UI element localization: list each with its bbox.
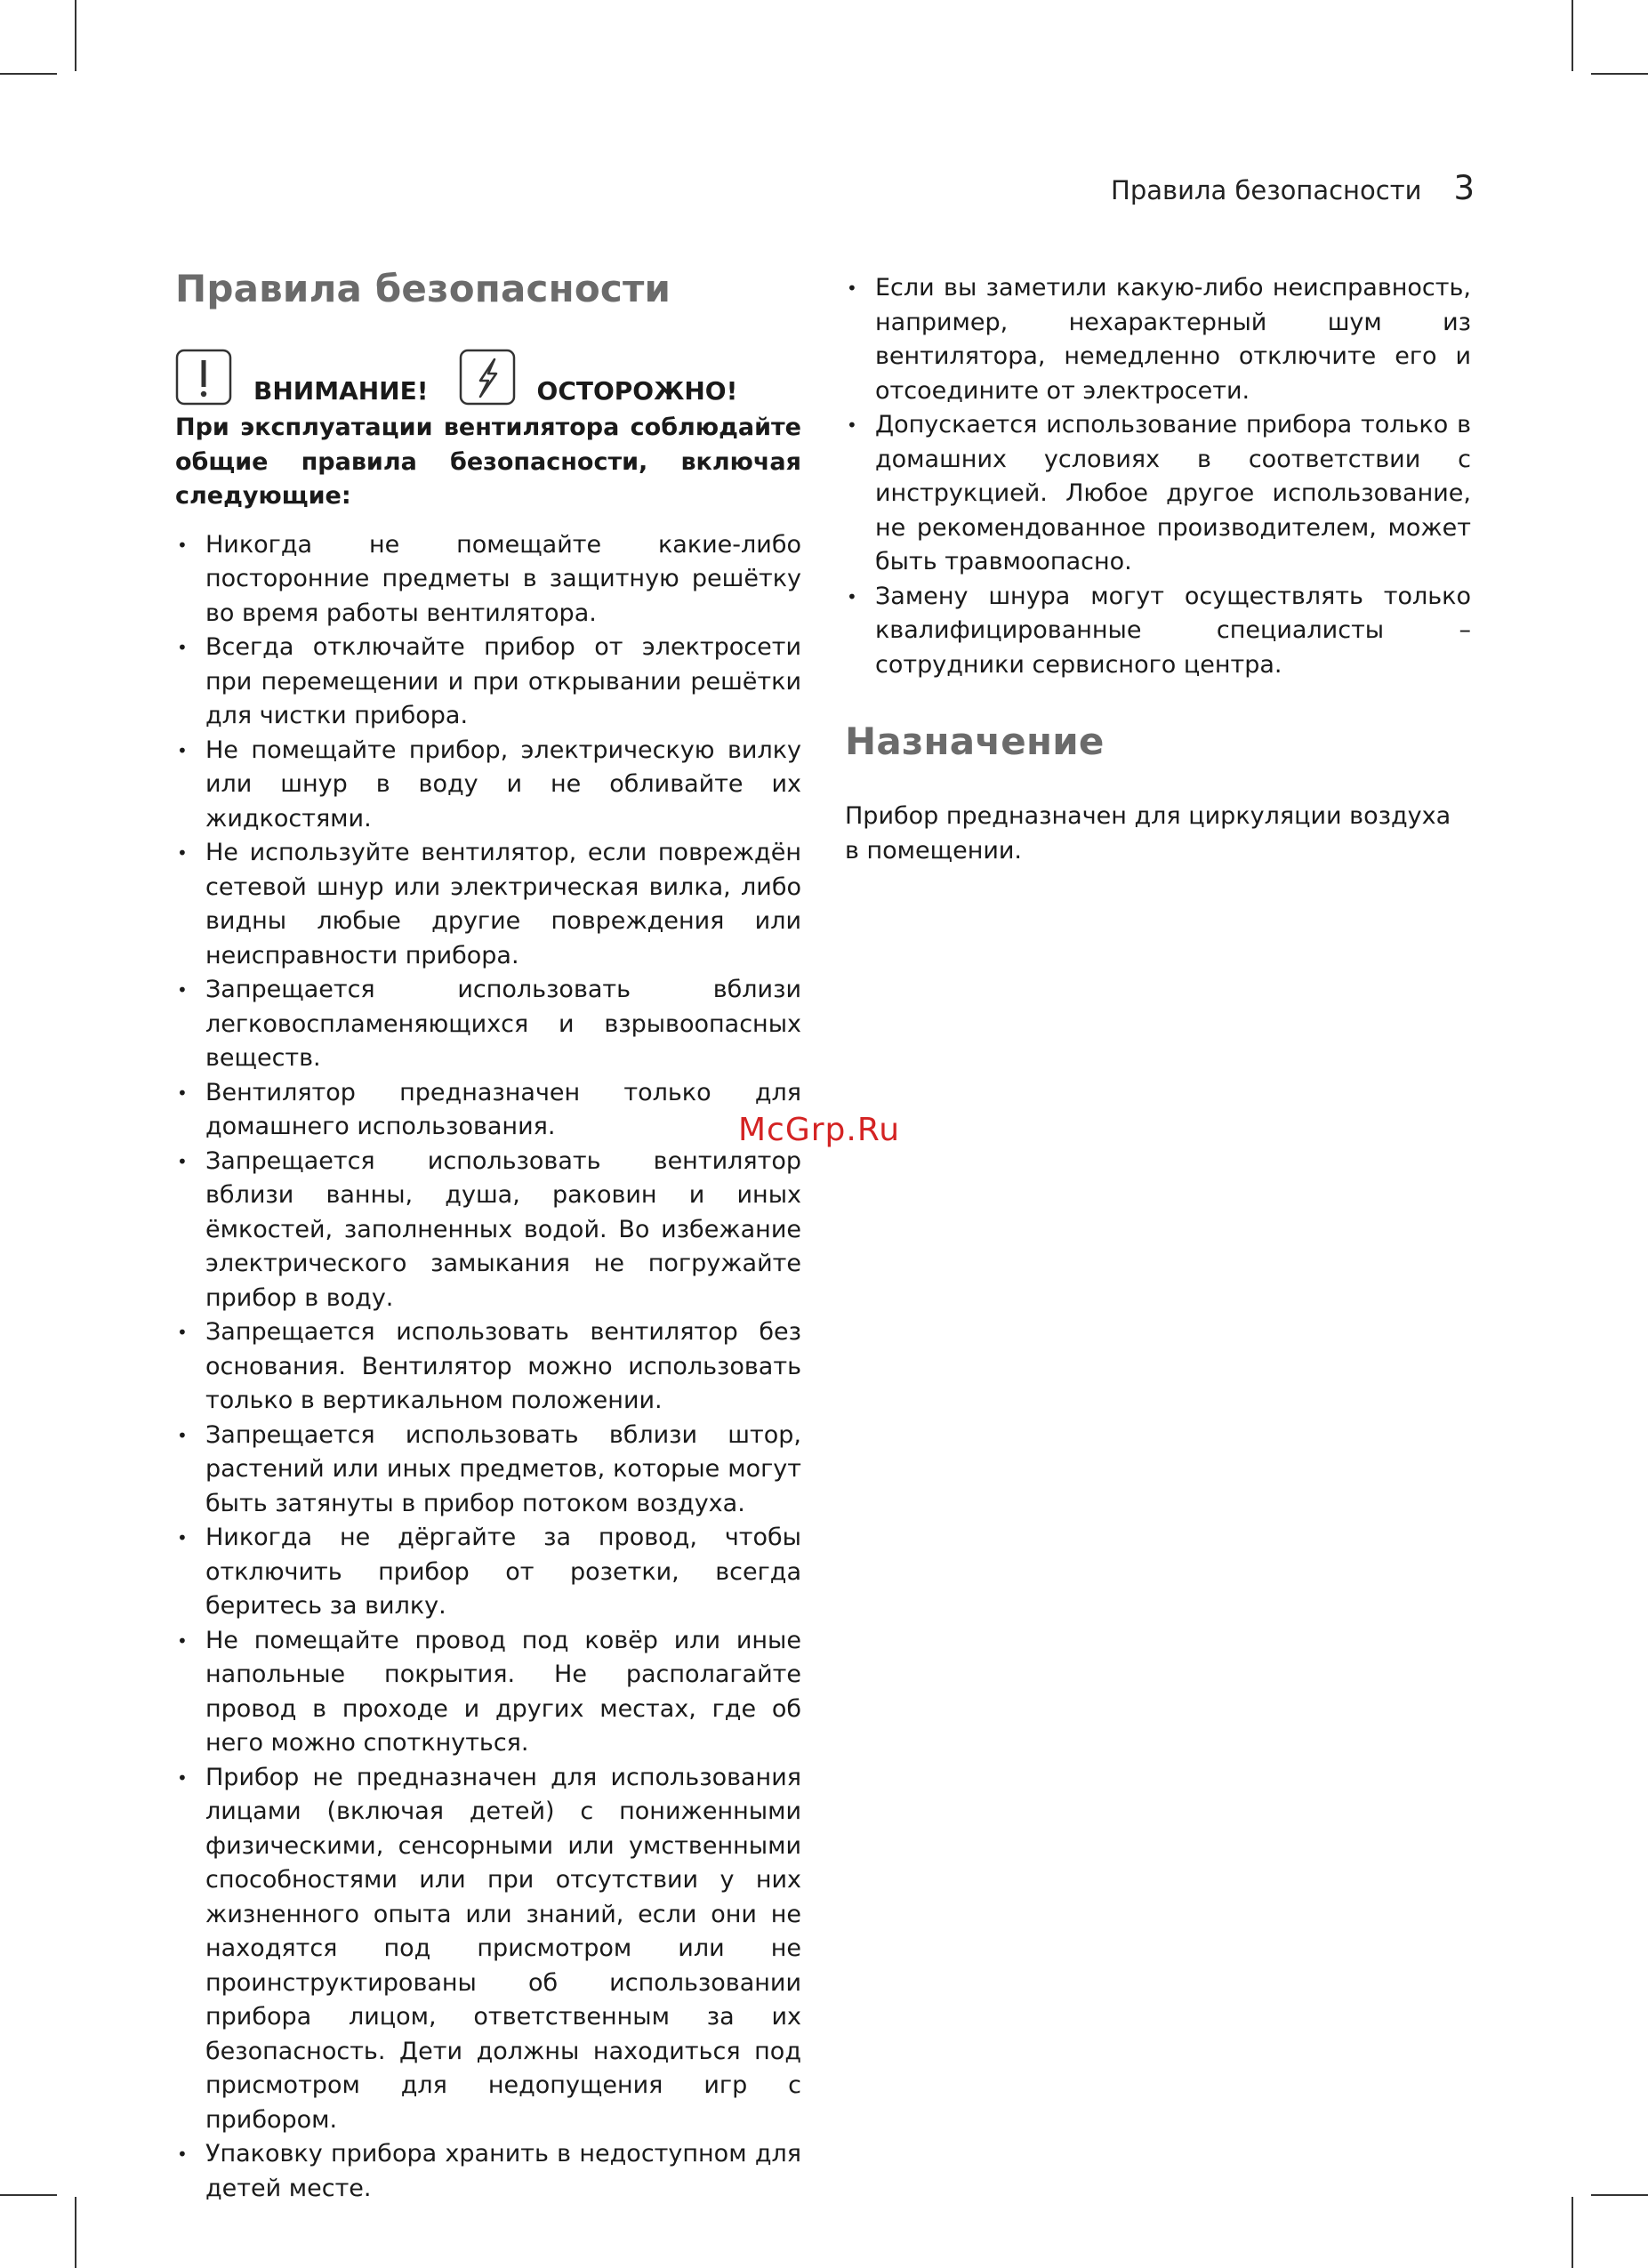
lightning-icon [459, 349, 516, 406]
list-item: • Если вы заметили какую-либо неисправность, например, нехарактерный шум из вентилятора, немедленно отключите его и отсоедините от электросети. [845, 271, 1471, 408]
list-item: • Всегда отключайте прибор от электросети при перемещении и при открывании решётки для чистки прибора. [175, 631, 801, 734]
crop-mark [1572, 0, 1573, 71]
warning-row [175, 343, 801, 406]
list-item: • Запрещается использовать вентилятор вблизи ванны, душа, раковин и иных ёмкостей, заполненных водой. Во избежание электрического замыкания не погружайте прибор в воду. [175, 1145, 801, 1316]
list-item: • Не используйте вентилятор, если повреждён сетевой шнур или электрическая вилка, либо видны любые другие повреждения или неисправности прибора. [175, 836, 801, 973]
purpose-title: Назначение [845, 720, 1105, 763]
safety-title: Правила безопасности [175, 267, 671, 310]
crop-mark [75, 0, 76, 71]
watermark: McGrp.Ru [738, 1112, 901, 1148]
list-item: • Никогда не дёргайте за провод, чтобы отключить прибор от розетки, всегда беритесь за вилку. [175, 1521, 801, 1624]
list-item: • Упаковку прибора хранить в недоступном для детей месте. [175, 2137, 801, 2206]
crop-mark [75, 2197, 76, 2268]
exclamation-icon [175, 349, 232, 406]
list-item: • Замену шнура могут осуществлять только квалифицированные специалисты – сотрудники сервисного центра. [845, 580, 1471, 683]
safety-intro: При эксплуатации вентилятора соблюдайте общие правила безопасности, включая следующие: [175, 414, 801, 511]
caution-label: ОСТОРОЖНО! [536, 376, 738, 406]
crop-mark [1572, 2197, 1573, 2268]
crop-mark [0, 2194, 57, 2196]
list-item: • Запрещается использовать вблизи легковоспламеняющихся и взрывоопасных веществ. [175, 973, 801, 1076]
warning-label: ВНИМАНИЕ! [253, 376, 429, 406]
list-item: • Не помещайте провод под ковёр или иные напольные покрытия. Не располагайте провод в проходе и других местах, где об него можно споткнуться. [175, 1624, 801, 1761]
list-item: • Запрещается использовать вентилятор без основания. Вентилятор можно использовать только в вертикальном положении. [175, 1315, 801, 1419]
list-item: • Вентилятор предназначен только для домашнего использования. [175, 1076, 801, 1145]
safety-rules-list [175, 528, 801, 2207]
running-header [1111, 169, 1475, 207]
left-column [175, 267, 801, 2206]
crop-mark [1591, 73, 1648, 75]
header-section-title: Правила безопасности [1111, 175, 1422, 205]
crop-mark [1591, 2194, 1648, 2196]
list-item: • Допускается использование прибора только в домашних условиях в соответствии с инструкцией. Любое другое использование, не рекомендованное производителем, может быть травмоопасно. [845, 408, 1471, 580]
list-item: • Никогда не помещайте какие-либо посторонние предметы в защитную решётку во время работы вентилятора. [175, 528, 801, 631]
crop-mark [0, 73, 57, 75]
page-number: 3 [1453, 169, 1475, 207]
list-item: • Не помещайте прибор, электрическую вилку или шнур в воду и не обливайте их жидкостями. [175, 734, 801, 837]
purpose-text: Прибор предназначен для циркуляции воздуха в помещении. [845, 802, 1451, 865]
right-column [845, 271, 1471, 868]
list-item: • Прибор не предназначен для использования лицами (включая детей) с пониженными физическими, сенсорными или умственными способностями или при отсутствии у них жизненного опыта или знаний, если они не находятся под присмотром или не проинструктированы об использовании прибора лицом, ответственным за их безопасность. Дети должны находиться под присмотром для недопущения игр с прибором. [175, 1761, 801, 2138]
list-item: • Запрещается использовать вблизи штор, растений или иных предметов, которые могут быть затянуты в прибор потоком воздуха. [175, 1419, 801, 1522]
safety-rules-list-continued [845, 271, 1471, 682]
